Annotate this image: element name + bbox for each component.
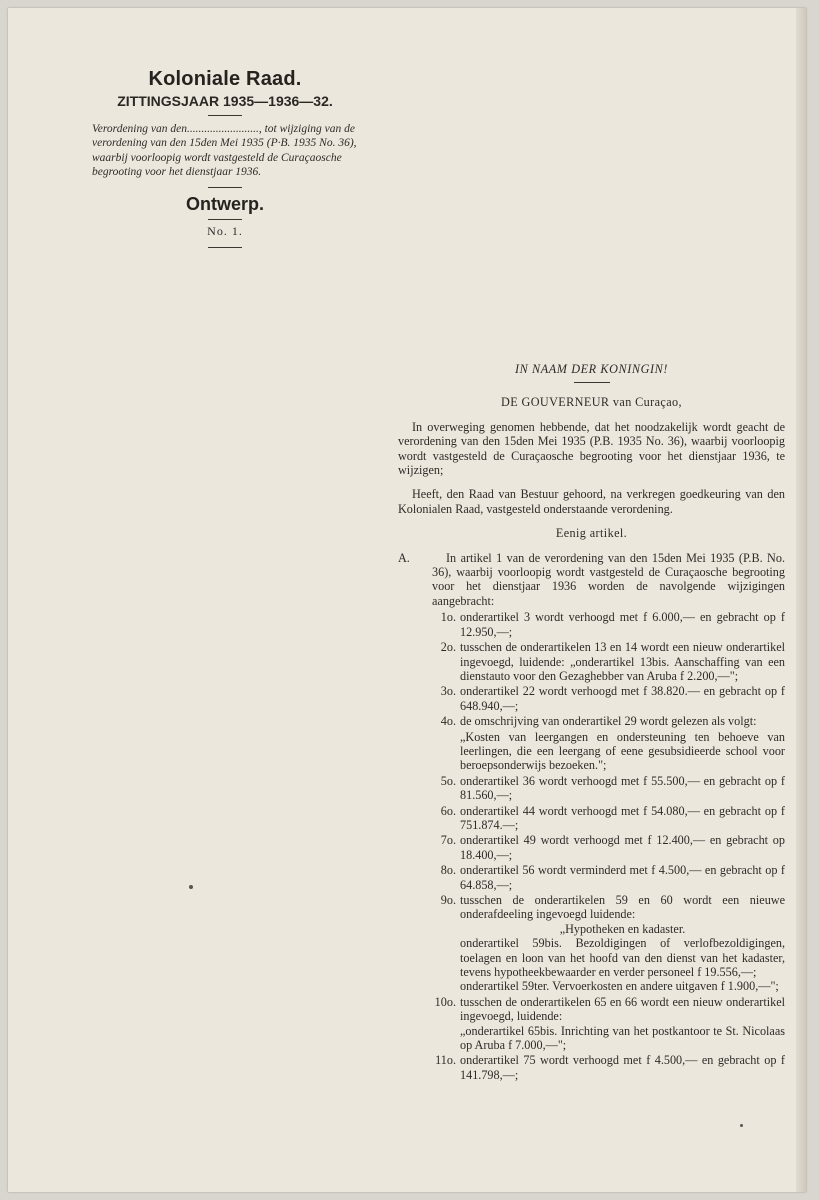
item-number: 11o.	[435, 1053, 456, 1068]
governor-line: DE GOUVERNEUR van Curaçao,	[501, 395, 682, 410]
document-number: No. 1.	[207, 224, 243, 239]
enactment-paragraph: Heeft, den Raad van Bestuur gehoord, na verkregen goedkeuring van den Kolonialen Raad, vastgesteld onderstaande verordening.	[398, 487, 785, 516]
item-number: 2o.	[440, 640, 456, 655]
item-quote-2: onderartikel 59ter. Vervoerkosten en andere uitgaven f 1.900,—";	[460, 979, 779, 994]
item-text: tusschen de onderartikelen 59 en 60 wordt een nieuwe onderafdeeling ingevoegd luidende:	[460, 893, 785, 922]
list-item	[432, 610, 785, 639]
header-rule	[208, 115, 242, 116]
item-number: 10o.	[434, 994, 456, 1009]
item-text: onderartikel 56 wordt verminderd met f 4.500,— en gebracht op f 64.858,—;	[460, 863, 785, 892]
list-item	[432, 804, 785, 833]
amendment-list	[432, 610, 785, 1082]
item-number: 6o.	[440, 803, 456, 818]
council-title: Koloniale Raad.	[148, 68, 302, 90]
item-number: 7o.	[440, 833, 456, 848]
list-item	[432, 893, 785, 994]
item-text: onderartikel 49 wordt verhoogd met f 12.400,— en gebracht op 18.400,—;	[460, 833, 785, 862]
item-text: onderartikel 3 wordt verhoogd met f 6.000,— en gebracht op f 12.950,—;	[460, 610, 785, 639]
list-item	[432, 995, 785, 1053]
draft-rule	[208, 219, 242, 220]
item-text: onderartikel 22 wordt verhoogd met f 38.820.— en gebracht op f 648.940,—;	[460, 684, 785, 713]
part-a	[398, 551, 785, 609]
ordinance-body	[398, 362, 785, 1083]
page-edge	[796, 8, 806, 1192]
item-text: tusschen de onderartikelen 13 en 14 wordt een nieuw onderartikel ingevoegd, luidende: „onderartikel 13bis. Aanschaffing van een dienstauto voor den Gezaghebber van Aruba f 2.200,—";	[460, 640, 785, 683]
number-rule	[208, 247, 242, 248]
invocation: IN NAAM DER KONINGIN!	[514, 362, 669, 376]
bleed-through	[388, 86, 806, 376]
item-subheading: „Hypotheken en kadaster.	[559, 921, 686, 936]
item-text: onderartikel 75 wordt verhoogd met f 4.500,— en gebracht op f 141.798,—;	[460, 1053, 785, 1082]
item-number: 5o.	[440, 773, 456, 788]
item-quote: onderartikel 59bis. Bezoldigingen of verlofbezoldigingen, toelagen en loon van het hoofd van den dienst van het kadaster, tevens hypotheekbewaarder en verder personeel f 19.556,—;	[460, 936, 785, 980]
subject-rule	[208, 187, 242, 188]
list-item	[432, 833, 785, 862]
item-number: 1o.	[440, 610, 456, 625]
item-number: 3o.	[440, 684, 456, 699]
speck	[740, 1124, 743, 1127]
list-item	[432, 863, 785, 892]
item-text: de omschrijving van onderartikel 29 wordt gelezen als volgt:	[460, 714, 757, 729]
invocation-rule	[574, 382, 610, 383]
item-quote: „Kosten van leergangen en ondersteuning ten behoeve van leerlingen, die een leergang of eene gesubsidieerde school voor beroepsonderwijs bezoeken.";	[460, 729, 785, 773]
subject-text: Verordening van den........................., tot wijziging van de verordening van den 15den Mei 1935 (P·B. 1935 No. 36), waarbij voorloopig wordt vastgesteld de Curaçaosche begrooting voor het dienstjaar 1936.	[92, 123, 357, 178]
item-number: 4o.	[440, 714, 456, 729]
part-a-text: In artikel 1 van de verordening van den 15den Mei 1935 (P.B. No. 36), waarbij voorloopig wordt vastgesteld de Curaçaosche begrooting voor het dienstjaar 1936 worden de navolgende wijzigingen aangebracht:	[432, 550, 785, 608]
item-text: onderartikel 36 wordt verhoogd met f 55.500,— en gebracht op f 81.560,—;	[460, 773, 785, 803]
item-text: tusschen de onderartikelen 65 en 66 wordt een nieuw onderartikel ingevoegd, luidende:	[460, 994, 785, 1024]
draft-label: Ontwerp.	[185, 194, 264, 215]
list-item	[432, 1053, 785, 1082]
item-number: 8o.	[440, 863, 456, 878]
part-a-label: A.	[398, 550, 410, 565]
document-page	[8, 8, 806, 1192]
considerans-paragraph: In overweging genomen hebbende, dat het noodzakelijk wordt geacht de verordening van den 15den Mei 1935 (P.B. 1935 No. 36), waarbij voorloopig wordt vastgesteld de Curaçaosche begrooting voor het dienstjaar 1936, te wijzigen;	[398, 419, 785, 478]
speck	[189, 885, 193, 889]
article-title: Eenig artikel.	[555, 526, 628, 541]
item-quote: „onderartikel 65bis. Inrichting van het postkantoor te St. Nicolaas op Aruba f 7.000,—";	[460, 1023, 785, 1053]
session-year: ZITTINGSJAAR 1935—1936—32.	[117, 93, 333, 109]
item-number: 9o.	[440, 893, 456, 907]
document-header	[90, 68, 360, 256]
list-item	[432, 684, 785, 713]
list-item	[432, 714, 785, 773]
item-text: onderartikel 44 wordt verhoogd met f 54.080,— en gebracht op f 751.874.—;	[460, 803, 785, 832]
list-item	[432, 774, 785, 803]
list-item	[432, 640, 785, 683]
